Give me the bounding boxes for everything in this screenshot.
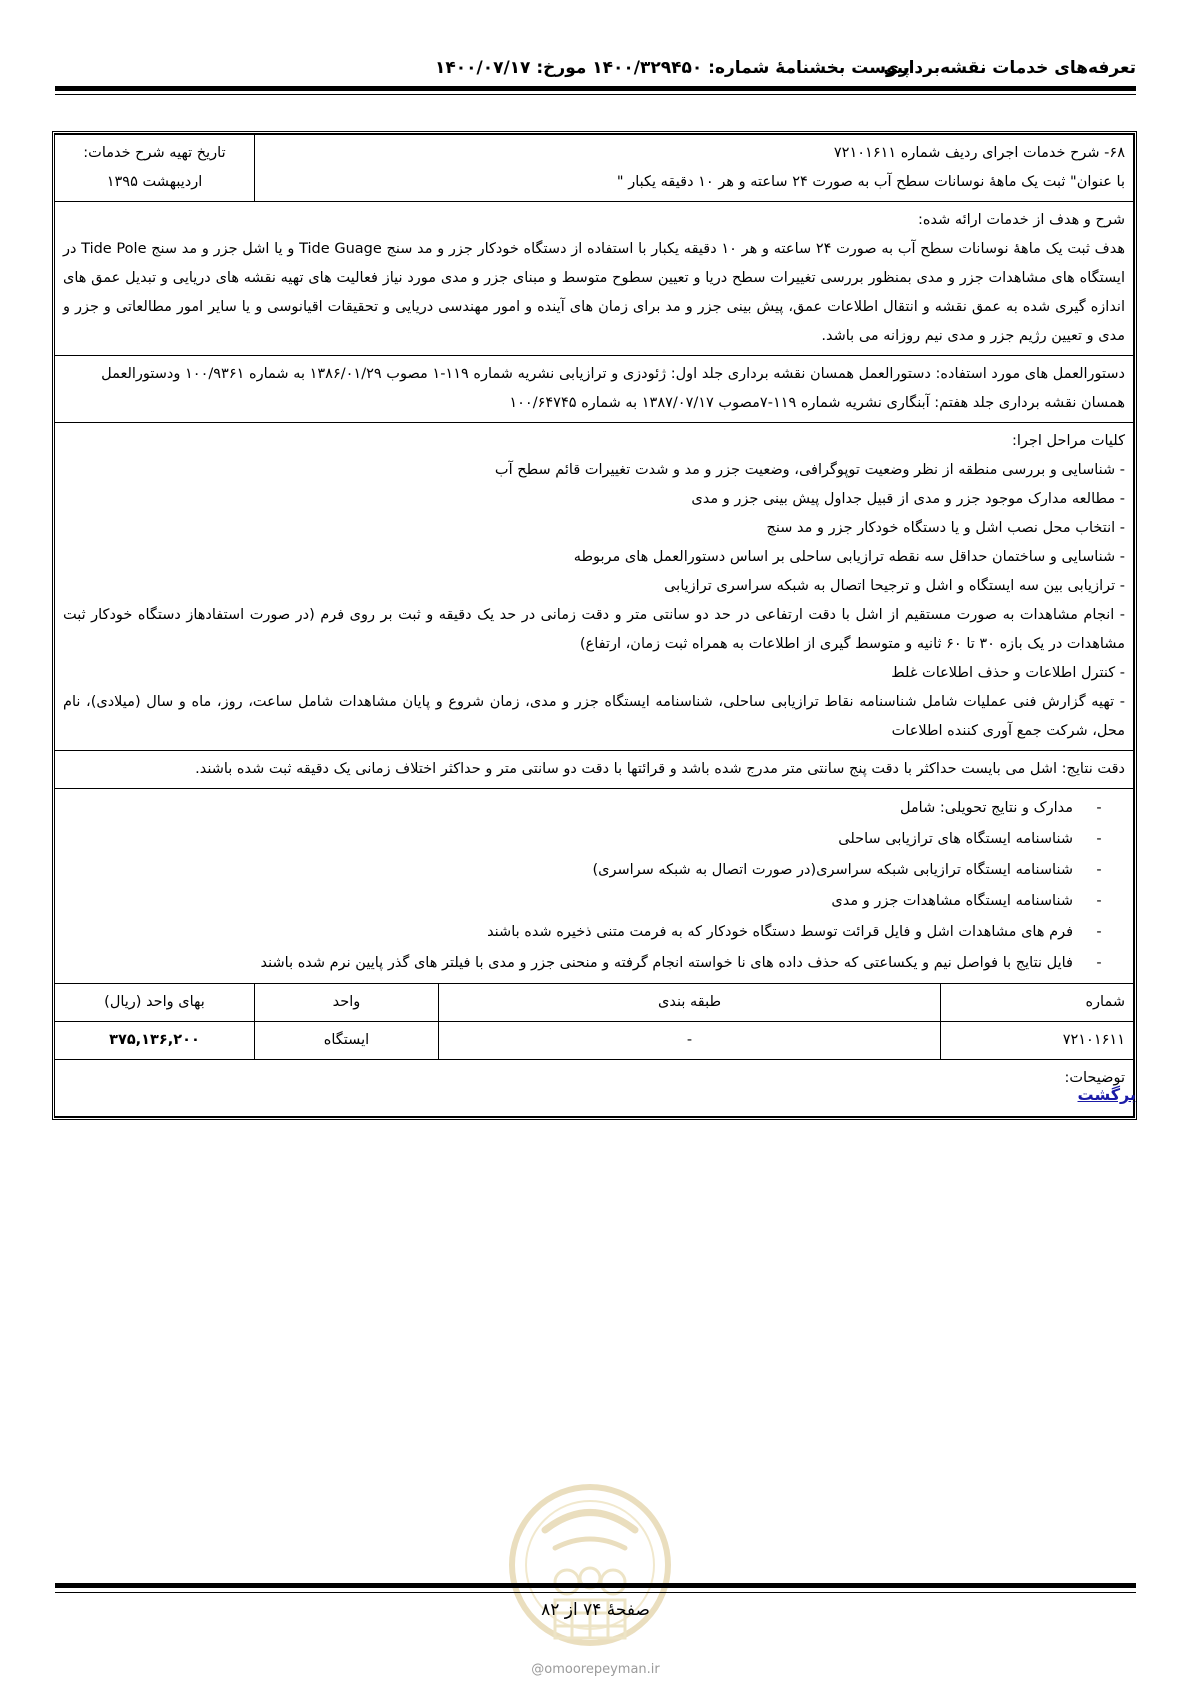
list-item	[63, 855, 1125, 886]
page-number: صفحۀ ۷۴ از ۸۲	[541, 1600, 650, 1620]
step-item: - شناسایی و ساختمان حداقل سه نقطه ترازیابی ساحلی بر اساس دستورالعمل های مربوطه	[573, 549, 1125, 565]
step-item: - انتخاب محل نصب اشل و یا دستگاه خودکار جزر و مد سنج	[766, 520, 1125, 536]
list-dash: -	[1096, 862, 1102, 878]
deliverables-list	[63, 793, 1125, 979]
deliverables-row	[54, 789, 1133, 984]
service-number-line: ۶۸- شرح خدمات اجرای ردیف شماره ۷۲۱۰۱۶۱۱	[833, 145, 1125, 161]
footer-rule-thin	[55, 1592, 1136, 1593]
list-dash: -	[1096, 831, 1102, 847]
price-header-number: شماره	[941, 984, 1134, 1022]
deliverables-cell	[54, 789, 1133, 984]
price-cell-price: ۳۷۵,۱۳۶,۲۰۰	[54, 1022, 254, 1060]
price-header-row	[54, 984, 1133, 1022]
list-item	[63, 948, 1125, 979]
instructions-row	[54, 356, 1133, 423]
circular-reference: پیوست بخشنامۀ شماره: ۱۴۰۰/۳۲۹۴۵۰ مورخ: ۱۴۰۰/۰۷/۱۷	[435, 58, 910, 78]
price-header-category: طبقه بندی	[439, 984, 941, 1022]
service-date-label: تاریخ تهیه شرح خدمات:	[83, 145, 226, 161]
list-dash: -	[1096, 893, 1102, 909]
footer-rule-thick	[55, 1583, 1136, 1588]
step-item: - تهیه گزارش فنی عملیات شامل شناسنامه نقاط ترازیابی ساحلی، شناسنامه ایستگاه جزر و مدی، زمان شروع و پایان مشاهدات شامل ساعت، روز، ماه و سال (میلادی)، نام محل، شرکت جمع آوری کننده اطلاعات	[62, 694, 1125, 739]
back-link[interactable]: برگشت	[1077, 1085, 1136, 1104]
steps-row	[54, 423, 1133, 751]
list-item	[63, 917, 1125, 948]
accuracy-row	[54, 751, 1133, 789]
deliverable-text: فایل نتایج با فواصل نیم و یکساعتی که حذف داده های نا خواسته انجام گرفته و منحنی جزر و مدی با فیلتر های گذر پایین نرم شده باشند	[260, 955, 1073, 971]
step-item: - کنترل اطلاعات و حذف اطلاعات غلط	[891, 665, 1125, 681]
header-rule-thin	[55, 94, 1136, 95]
table-row	[54, 1022, 1133, 1060]
list-item	[63, 793, 1125, 824]
service-sheet	[52, 131, 1137, 1120]
description-heading: شرح و هدف از خدمات ارائه شده:	[917, 212, 1125, 228]
deliverable-text: مدارک و نتایج تحویلی: شامل	[899, 800, 1073, 816]
notes-cell	[54, 1060, 1133, 1117]
accuracy-cell: دقت نتایج: اشل می بایست حداکثر با دقت پنج سانتی متر مدرج شده باشد و قرائتها با دقت دو سانتی متر و حداکثر اختلاف زمانی یک دقیقه ثبت شده باشند.	[54, 751, 1133, 789]
header-rule-thick	[55, 86, 1136, 91]
description-body: هدف ثبت یک ماهۀ نوسانات سطح آب به صورت ۲۴ ساعته و هر ۱۰ دقیقه یکبار با استفاده از دستگاه خودکار جزر و مد سنج Tide Guage و یا اشل جزر و مد سنج Tide Pole در ایستگاه های مشاهدات جزر و مدی بمنظور بررسی تغییرات سطح دریا و تعیین سطوح متوسط و مبنای جزر و مدی مورد نیاز فعالیت های تهیه نقشه های دریایی و تبدیل عمق های اندازه گیری شده به عمق نقشه و انتقال اطلاعات عمق، پیش بینی جزر و مد برای زمان های آینده و امور مهندسی دریایی و تحقیقات اقیانوسی و یا سایر امور مطالعاتی و جزر و مدی و تعیین رژیم جزر و مدی نیم روزانه می باشد.	[62, 241, 1125, 344]
deliverable-text: شناسنامه ایستگاه مشاهدات جزر و مدی	[831, 893, 1073, 909]
step-item: - مطالعه مدارک موجود جزر و مدی از قبیل جداول پیش بینی جزر و مدی	[691, 491, 1125, 507]
instructions-cell	[54, 356, 1133, 423]
list-item	[63, 886, 1125, 917]
price-cell-unit: ایستگاه	[254, 1022, 438, 1060]
notes-row	[54, 1060, 1133, 1117]
document-title: تعرفه‌های خدمات نقشه‌برداری	[883, 58, 1136, 78]
price-cell-category: -	[439, 1022, 941, 1060]
notes-label: توضیحات:	[1064, 1070, 1125, 1086]
steps-heading: کلیات مراحل اجرا:	[1011, 433, 1125, 449]
description-row	[54, 202, 1133, 356]
list-dash: -	[1096, 924, 1102, 940]
steps-cell	[54, 423, 1133, 751]
service-date-cell	[54, 135, 254, 202]
list-dash: -	[1096, 955, 1102, 971]
step-item: - شناسایی و بررسی منطقه از نظر وضعیت توپوگرافی، وضعیت جزر و مد و شدت تغییرات قائم سطح آب	[494, 462, 1125, 478]
deliverable-text: شناسنامه ایستگاه های ترازیابی ساحلی	[838, 831, 1073, 847]
service-date-value: اردیبهشت ۱۳۹۵	[106, 174, 203, 190]
price-header-price: بهای واحد (ریال)	[54, 984, 254, 1022]
description-cell	[54, 202, 1133, 356]
instructions-line-1: دستورالعمل های مورد استفاده: دستورالعمل همسان نقشه برداری جلد اول: ژئودزی و ترازیابی نشریه شماره ۱۱۹-۱ مصوب ۱۳۸۶/۰۱/۲۹ به شماره ۱۰۰/۹۳۶۱ ودستورالعمل	[101, 366, 1125, 382]
step-item: - ترازیابی بین سه ایستگاه و اشل و ترجیحا اتصال به شبکه سراسری ترازیابی	[664, 578, 1125, 594]
price-cell-number: ۷۲۱۰۱۶۱۱	[941, 1022, 1134, 1060]
step-item: - انجام مشاهدات به صورت مستقیم از اشل با دقت ارتفاعی در حد دو سانتی متر و دقت زمانی در حد یک دقیقه و ثبت بر روی فرم (در صورت استفادهاز دستگاه خودکار ثبت مشاهدات در یک بازه ۳۰ تا ۶۰ ثانیه و متوسط گیری از اطلاعات به همراه ثبت زمان، ارتفاع)	[62, 607, 1125, 652]
page-header	[55, 58, 1136, 88]
service-title-row	[54, 135, 1133, 202]
service-table	[54, 134, 1134, 1117]
service-title-cell	[254, 135, 1133, 202]
site-watermark: @omoorepeyman.ir	[531, 1662, 660, 1677]
deliverable-text: فرم های مشاهدات اشل و فایل قرائت توسط دستگاه خودکار که به فرمت متنی ذخیره شده باشند	[487, 924, 1073, 940]
list-item	[63, 824, 1125, 855]
service-name-line: با عنوان" ثبت یک ماهۀ نوسانات سطح آب به صورت ۲۴ ساعته و هر ۱۰ دقیقه یکبار "	[616, 174, 1125, 190]
seal-watermark-icon	[505, 1470, 675, 1670]
price-header-unit: واحد	[254, 984, 438, 1022]
list-dash: -	[1096, 800, 1102, 816]
instructions-line-2: همسان نقشه برداری جلد هفتم: آبنگاری نشریه شماره ۱۱۹-۷مصوب ۱۳۸۷/۰۷/۱۷ به شماره ۱۰۰/۶۴۷۴۵	[509, 395, 1125, 411]
deliverable-text: شناسنامه ایستگاه ترازیابی شبکه سراسری(در صورت اتصال به شبکه سراسری)	[592, 862, 1073, 878]
